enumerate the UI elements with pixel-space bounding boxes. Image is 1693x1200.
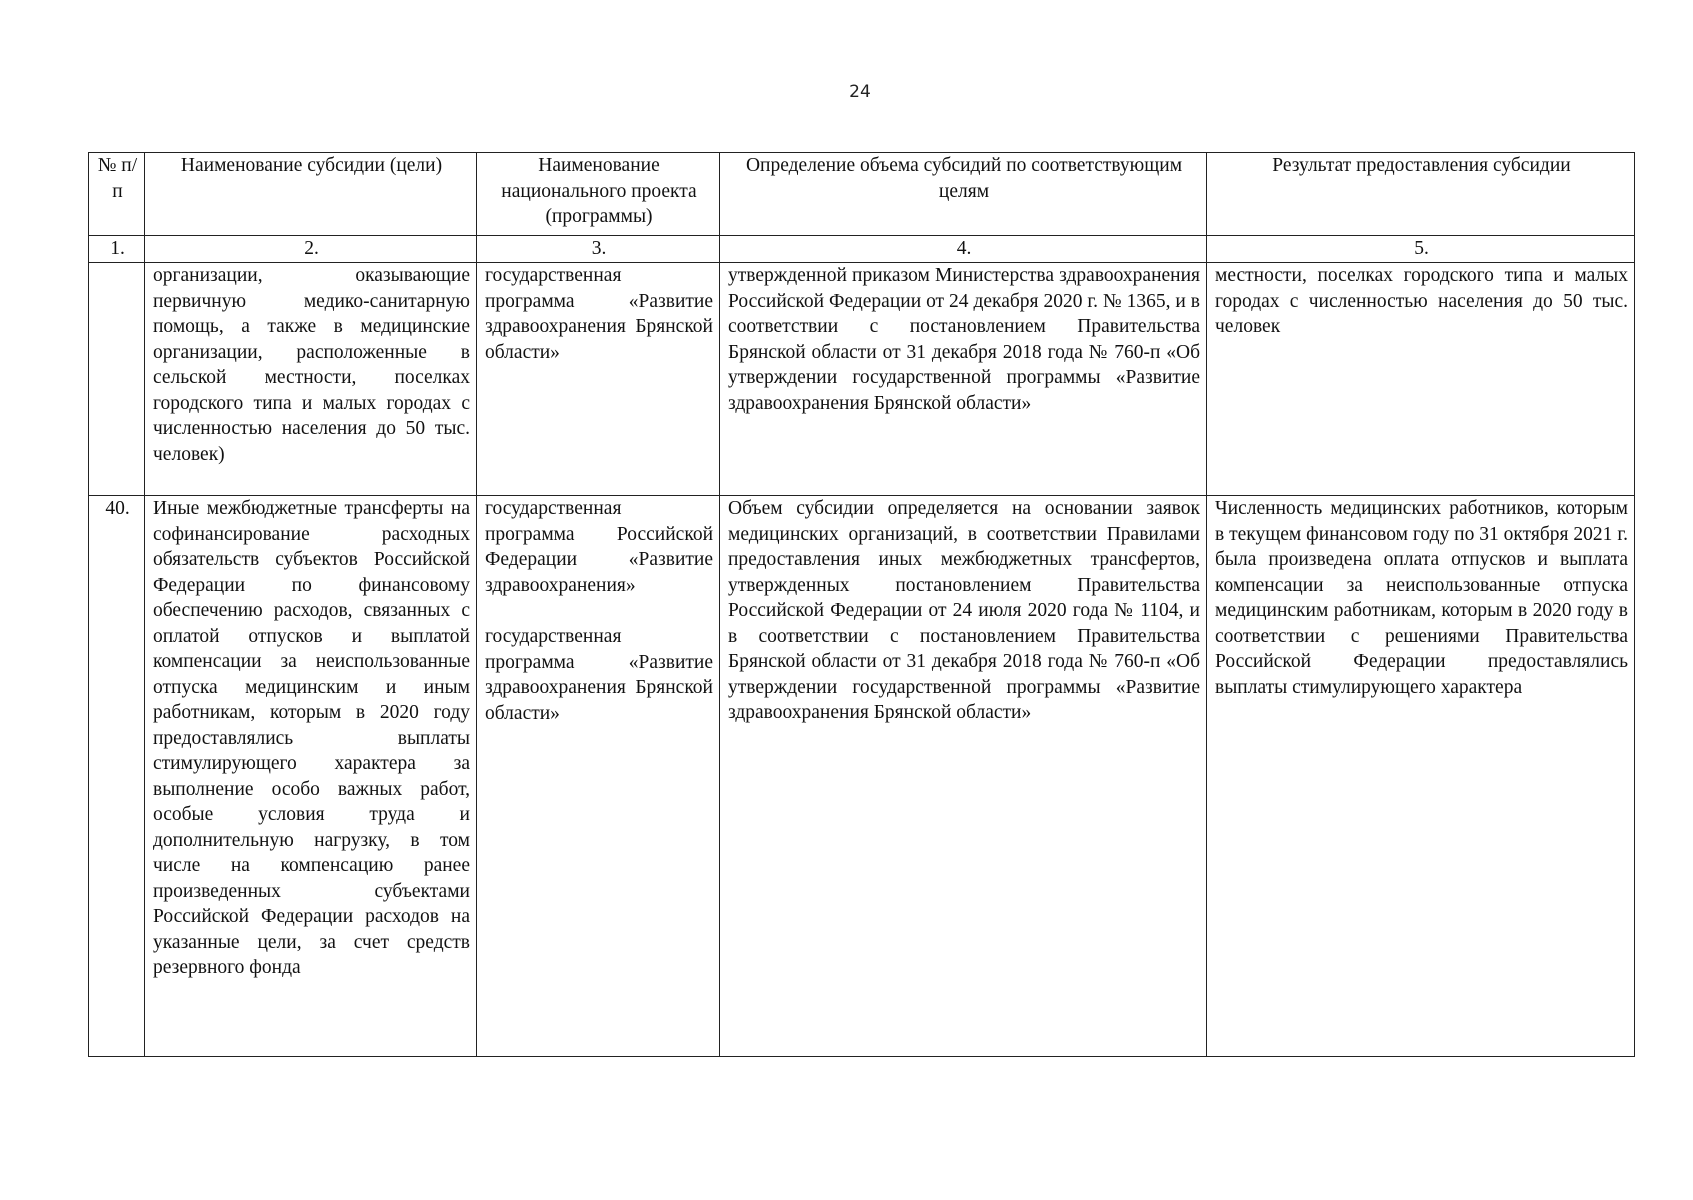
column-number: 3. [477, 236, 720, 263]
row-project-name [477, 496, 720, 1057]
row-project-text: государственная программа Российской Федерации «Развитие здравоохранения» [485, 498, 713, 596]
row-result: местности, поселках городского типа и малых городах с численностью населения до 50 тыс. человек [1207, 263, 1635, 496]
table-header-row [89, 153, 1635, 236]
subsidy-table [88, 152, 1635, 1057]
row-subsidy-name: организации, оказывающие первичную медико-санитарную помощь, а также в медицинские организации, расположенные в сельской местности, поселках городского типа и малых городах с численностью населения до 50 тыс. человек) [145, 263, 477, 496]
header-number: № п/п [89, 153, 145, 236]
column-number-row [89, 236, 1635, 263]
header-volume-definition: Определение объема субсидий по соответствующим целям [720, 153, 1207, 236]
row-subsidy-name: Иные межбюджетные трансферты на софинансирование расходных обязательств субъектов Российской Федерации по финансовому обеспечению расходов, связанных с оплатой отпусков и выплатой компенсации за неиспользованные отпуска медицинским и иным работникам, которым в 2020 году предоставлялись выплаты стимулирующего характера за выполнение особо важных работ, особые условия труда и дополнительную нагрузку, в том числе на компенсацию ранее произведенных субъектами Российской Федерации расходов на указанные цели, за счет средств резервного фонда [145, 496, 477, 1057]
table-row [89, 263, 1635, 496]
header-result: Результат предоставления субсидии [1207, 153, 1635, 236]
row-volume-definition: утвержденной приказом Министерства здравоохранения Российской Федерации от 24 декабря 2020 г. № 1365, и в соответствии с постановлением Правительства Брянской области от 31 декабря 2018 года № 760-п «Об утверждении государственной программы «Развитие здравоохранения Брянской области» [720, 263, 1207, 496]
column-number: 4. [720, 236, 1207, 263]
page-number: 24 [849, 82, 871, 102]
row-number [89, 263, 145, 496]
row-project-text: государственная программа «Развитие здравоохранения Брянской области» [485, 265, 713, 363]
row-result: Численность медицинских работников, которым в текущем финансовом году по 31 октября 2021 г. была произведена оплата отпусков и выплата компенсации за неиспользованные отпуска медицинским работникам, которым в 2020 году в соответствии с решениями Правительства Российской Федерации предоставлялись выплаты стимулирующего характера [1207, 496, 1635, 1057]
header-project-name: Наименование национального проекта (программы) [477, 153, 720, 236]
row-volume-definition: Объем субсидии определяется на основании заявок медицинских организаций, в соответствии Правилами предоставления иных межбюджетных трансфертов, утвержденных постановлением Правительства Российской Федерации от 24 июля 2020 года № 1104, и в соответствии с постановлением Правительства Брянской области от 31 декабря 2018 года № 760-п «Об утверждении государственной программы «Развитие здравоохранения Брянской области» [720, 496, 1207, 1057]
header-subsidy-name: Наименование субсидии (цели) [145, 153, 477, 236]
table-row [89, 496, 1635, 1057]
column-number: 5. [1207, 236, 1635, 263]
column-number: 1. [89, 236, 145, 263]
column-number: 2. [145, 236, 477, 263]
row-number: 40. [89, 496, 145, 1057]
row-project-text-secondary: государственная программа «Развитие здравоохранения Брянской области» [485, 626, 713, 724]
row-project-name [477, 263, 720, 496]
